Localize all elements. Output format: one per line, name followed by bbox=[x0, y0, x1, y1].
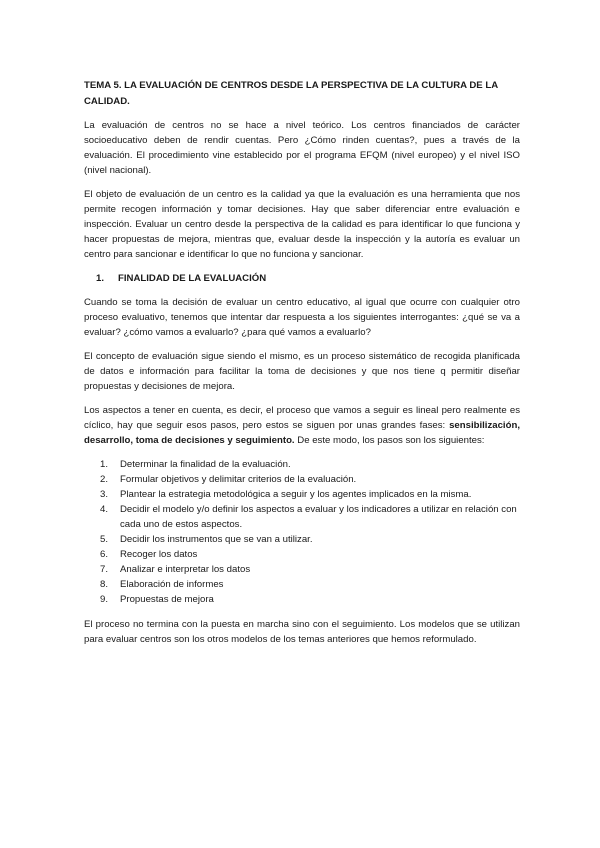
list-item-number: 1. bbox=[100, 459, 109, 470]
list-item-text: Decidir el modelo y/o definir los aspectos a evaluar y los indicadores a utilizar en relación con cada uno de estos aspectos. bbox=[120, 504, 517, 530]
list-item-text: Determinar la finalidad de la evaluación. bbox=[120, 459, 291, 470]
document-page bbox=[84, 78, 520, 656]
intro-paragraph-1: La evaluación de centros no se hace a nivel teórico. Los centros financiados de carácter socioeducativo deben de rendir cuentas. Pero ¿Cómo rinden cuentas?, pues a través de la evaluación. El procedimiento vine establecido por el programa EFQM (nivel europeo) y el nivel ISO (nivel nacional). bbox=[84, 120, 520, 176]
list-item-text: Propuestas de mejora bbox=[120, 594, 214, 605]
list-item-text: Plantear la estrategia metodológica a seguir y los agentes implicados en la misma. bbox=[120, 489, 472, 500]
steps-list bbox=[84, 457, 520, 607]
document-title: TEMA 5. LA EVALUACIÓN DE CENTROS DESDE LA PERSPECTIVA DE LA CULTURA DE LA CALIDAD. bbox=[84, 80, 498, 107]
process-text-before: Los aspectos a tener en cuenta, es decir, el proceso que vamos a seguir es lineal pero realmente es cíclico, hay que seguir esos pasos, pero estos se siguen por unas grandes fases: bbox=[84, 405, 520, 431]
list-item bbox=[84, 577, 520, 592]
list-item bbox=[84, 457, 520, 472]
section-title: FINALIDAD DE LA EVALUACIÓN bbox=[118, 273, 267, 284]
list-item-number: 7. bbox=[100, 564, 109, 575]
process-paragraph bbox=[84, 403, 520, 448]
list-item-number: 5. bbox=[100, 534, 109, 545]
list-item bbox=[84, 532, 520, 547]
list-item-number: 3. bbox=[100, 489, 109, 500]
list-item bbox=[84, 502, 520, 532]
list-item-number: 4. bbox=[100, 504, 109, 515]
section-paragraph-2: El concepto de evaluación sigue siendo el mismo, es un proceso sistemático de recogida planificada de datos e información para facilitar la toma de decisiones y que nos tiene q permitir diseñar propuestas y decisiones de mejora. bbox=[84, 351, 520, 392]
section-paragraph-1: Cuando se toma la decisión de evaluar un centro educativo, al igual que ocurre con cualquier otro proceso evaluativo, tenemos que intentar dar respuesta a los siguientes interrogantes: ¿qué se va a evaluar? ¿cómo vamos a evaluarlo? ¿para qué vamos a evaluarlo? bbox=[84, 297, 520, 338]
list-item-text: Decidir los instrumentos que se van a utilizar. bbox=[120, 534, 313, 545]
section-number: 1. bbox=[96, 273, 105, 284]
list-item-text: Analizar e interpretar los datos bbox=[120, 564, 251, 575]
list-item bbox=[84, 472, 520, 487]
list-item bbox=[84, 487, 520, 502]
list-item-number: 6. bbox=[100, 549, 109, 560]
list-item bbox=[84, 562, 520, 577]
list-item-text: Recoger los datos bbox=[120, 549, 198, 560]
list-item-number: 8. bbox=[100, 579, 109, 590]
process-text-after: De este modo, los pasos son los siguientes: bbox=[294, 435, 485, 446]
list-item-text: Formular objetivos y delimitar criterios de la evaluación. bbox=[120, 474, 357, 485]
list-item-number: 2. bbox=[100, 474, 109, 485]
list-item bbox=[84, 547, 520, 562]
list-item-text: Elaboración de informes bbox=[120, 579, 224, 590]
list-item-number: 9. bbox=[100, 594, 109, 605]
list-item bbox=[84, 592, 520, 607]
process-phases-bold: sensibilización, desarrollo, toma de decisiones y seguimiento. bbox=[84, 420, 520, 446]
closing-paragraph: El proceso no termina con la puesta en marcha sino con el seguimiento. Los modelos que se utilizan para evaluar centros son los otros modelos de los temas anteriores que hemos reformulado. bbox=[84, 619, 520, 645]
section-heading bbox=[84, 271, 520, 286]
intro-paragraph-2: El objeto de evaluación de un centro es la calidad ya que la evaluación es una herramienta que nos permite recogen información y tomar decisiones. Hay que saber diferenciar entre evaluación e inspección. Evaluar un centro desde la perspectiva de la calidad es para identificar lo que funciona y hacer propuestas de mejora, mientras que, evaluar desde la inspección y la autoría es evaluar un centro para sancionar e identificar lo que no funciona y sancionar. bbox=[84, 189, 520, 260]
